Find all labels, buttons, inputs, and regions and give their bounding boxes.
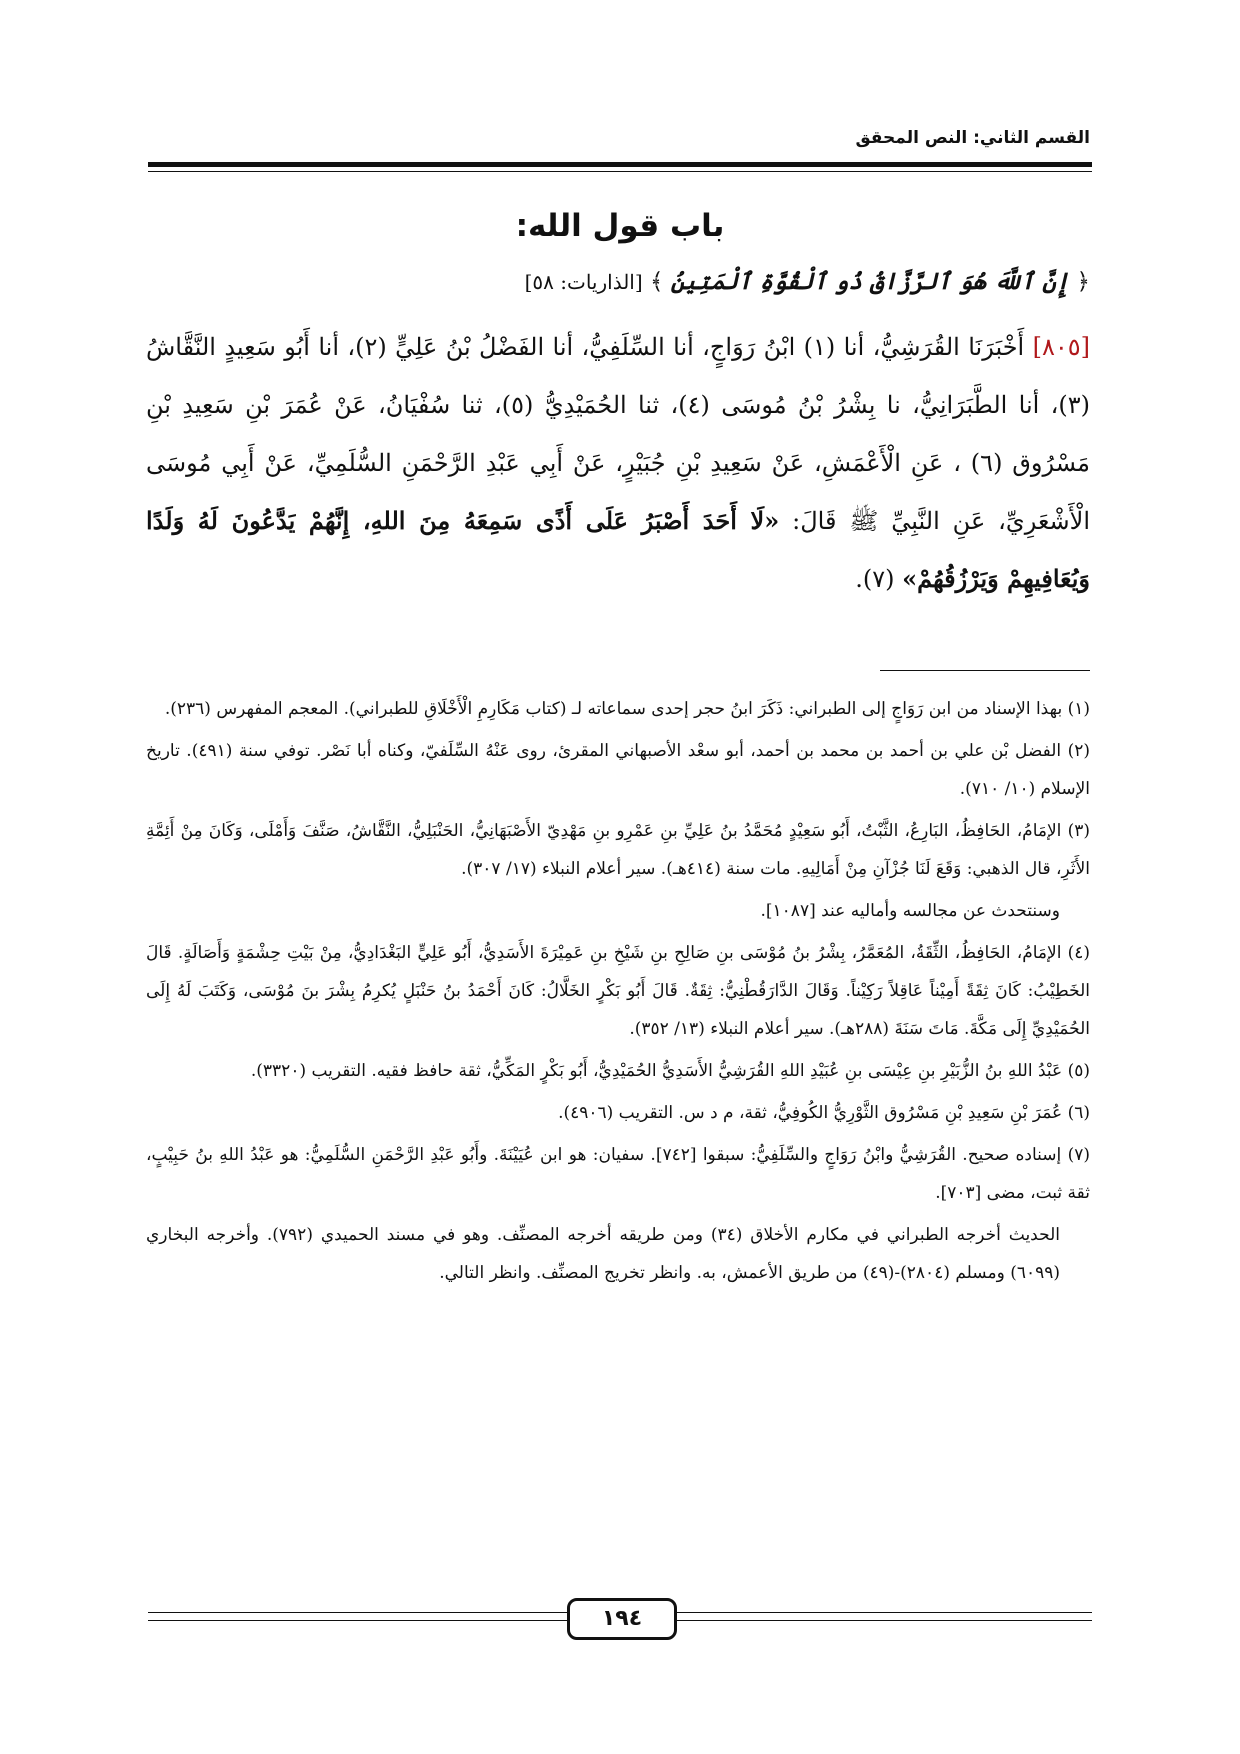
footnote-1: (١) بهذا الإسناد من ابن رَوَاجٍ إلى الطبراني: ذَكَرَ ابنُ حجر إحدى سماعاته لـ (كتاب مَكَارِمِ الْأَخْلَاقِ للطبراني). المعجم المفهرس (٢٣٦). bbox=[164, 699, 1090, 719]
footnote-separator bbox=[880, 670, 1090, 671]
hadith-paragraph bbox=[146, 318, 1090, 608]
hadith-number: [٨٠٥] bbox=[1032, 333, 1090, 361]
footnote-2: (٢) الفضل بْن علي بن أحمد بن محمد بن أحمد، أبو سعْد الأصبهاني المقرئ، روى عَنْهُ السِّلَفيّ، وكناه أبا نَصْر. توفي سنة (٤٩١). تاريخ الإسلام (١٠/ ٧١٠). bbox=[146, 741, 1091, 799]
chapter-title: باب قول الله: bbox=[515, 208, 725, 244]
footnotes bbox=[146, 690, 1090, 1296]
footnote-3: (٣) الإمَامُ، الحَافِظُ، البَارِعُ، الثَّبْتُ، أَبُو سَعِيْدٍ مُحَمَّدُ بنُ عَلِيِّ بنِ عَمْرِو بنِ مَهْدِيّ الأَصْبَهَانِيُّ، الحَنْبَلِيُّ، النَّقَّاشُ، صَنَّفَ وَأَمْلَى، وَكَانَ مِنْ أَئِمَّةِ الأَثَرِ، قال الذهبي: وَقَعَ لَنَا جُزْآنِ مِنْ أَمَالِيهِ. مات سنة (٤١٤هـ). سير أعلام النبلاء (١٧/ ٣٠٧). bbox=[146, 821, 1090, 879]
footnote-7: (٧) إسناده صحيح. القُرَشِيُّ وابْنُ رَوَاجٍ والسِّلَفِيُّ: سبقوا [٧٤٢]. سفيان: هو ابن عُيَيْنَةَ. وأَبُو عَبْدِ الرَّحْمَنِ السُّلَمِيُّ: هو عَبْدُ اللهِ بنُ حَبِيْبٍ، ثقة ثبت، مضى [٧٠٣]. bbox=[146, 1145, 1090, 1203]
page-number: ١٩٤ bbox=[567, 1598, 677, 1640]
running-head: القسم الثاني: النص المحقق bbox=[855, 128, 1090, 148]
header-rule-thin bbox=[148, 171, 1092, 172]
verse-reference: [الذاريات: ٥٨] bbox=[524, 270, 643, 294]
verse-open-bracket: ﴿ bbox=[1076, 269, 1090, 295]
hadith-isnad: أَخْبَرَنَا القُرَشِيُّ، أنا (١) ابْنُ رَوَاجٍ، أنا السِّلَفِيُّ، أنا الفَضْلُ بْنُ عَلِيٍّ (٢)، أنا أَبُو سَعِيدٍ النَّقَّاشُ (٣)، أنا الطَّبَرَانِيُّ، نا بِشْرُ بْنُ مُوسَى (٤)، ثنا الحُمَيْدِيُّ (٥)، ثنا سُفْيَانُ، عَنْ عُمَرَ بْنِ سَعِيدِ بْنِ مَسْرُوق (٦) ، عَنِ الْأَعْمَشِ، عَنْ سَعِيدِ بْنِ جُبَيْرٍ، عَنْ أَبِي عَبْدِ الرَّحْمَنِ السُّلَمِيِّ، عَنْ أَبِي مُوسَى الْأَشْعَرِيِّ، عَنِ النَّبِيِّ ﷺ قَالَ: bbox=[146, 333, 1090, 535]
footnote-4: (٤) الإمَامُ، الحَافِظُ، الثِّقَةُ، المُعَمَّرُ، بِشْرُ بنُ مُوْسَى بنِ صَالِحِ بنِ شَيْخِ بنِ عَمِيْرَةَ الأَسَدِيُّ، أَبُو عَلِيٍّ البَغْدَادِيُّ، مِنْ بَيْتِ حِشْمَةٍ وَأَصَالَةٍ. قَالَ الخَطِيْبُ: كَانَ ثِقَةً أَمِيْناً عَاقِلاً رَكِيْناً. وَقَالَ الدَّارَقُطْنِيُّ: ثِقَةٌ. قَالَ أَبُو بَكْرٍ الخَلَّالُ: كَانَ أَحْمَدُ بنُ حَنْبَلٍ يُكرِمُ بِشْرَ بنَ مُوْسَى، وَكَتَبَ لَهُ إِلَى الحُمَيْدِيِّ إِلَى مَكَّةَ. مَاتَ سَنَةَ (٢٨٨هـ). سير أعلام النبلاء (١٣/ ٣٥٢). bbox=[146, 943, 1090, 1039]
quran-verse bbox=[146, 268, 1090, 295]
verse-close-bracket: ﴾ bbox=[649, 269, 664, 295]
footnote-3-continuation: وسنتحدث عن مجالسه وأماليه عند [١٠٨٧]. bbox=[760, 901, 1060, 921]
footnote-6: (٦) عُمَرَ بْنِ سَعِيدِ بْنِ مَسْرُوق الثَّوْرِيُّ الكُوفِيُّ، ثقة، م د س. التقريب (٤٩٠٦). bbox=[558, 1103, 1090, 1123]
header-rule-thick bbox=[148, 162, 1092, 167]
verse-text: إِنَّ ٱللَّهَ هُوَ ٱلرَّزَّاقُ ذُو ٱلْقُوَّةِ ٱلْمَتِينُ bbox=[670, 268, 1070, 295]
footnote-5: (٥) عَبْدُ اللهِ بنُ الزُّبَيْرِ بنِ عِيْسَى بنِ عُبَيْدِ اللهِ القُرَشِيُّ الأَسَدِيُّ الحُمَيْدِيُّ، أَبُو بَكْرٍ المَكِّيُّ، ثقة حافظ فقيه. التقريب (٣٣٢٠). bbox=[250, 1061, 1090, 1081]
footnote-7-continuation: الحديث أخرجه الطبراني في مكارم الأخلاق (٣٤) ومن طريقه أخرجه المصنِّف. وهو في مسند الحميدي (٧٩٢). وأخرجه البخاري (٦٠٩٩) ومسلم (٢٨٠٤)-(٤٩) من طريق الأعمش، به. وانظر تخريج المصنِّف. وانظر التالي. bbox=[146, 1225, 1060, 1283]
hadith-footnote-ref: (٧). bbox=[855, 565, 895, 593]
hadith-matn: «لَا أَحَدَ أَصْبَرُ عَلَى أَذًى سَمِعَهُ مِنَ اللهِ، إِنَّهُمْ يَدَّعُونَ لَهُ وَلَدًا وَيُعَافِيهِمْ وَيَرْزُقُهُمْ» bbox=[146, 506, 1090, 593]
